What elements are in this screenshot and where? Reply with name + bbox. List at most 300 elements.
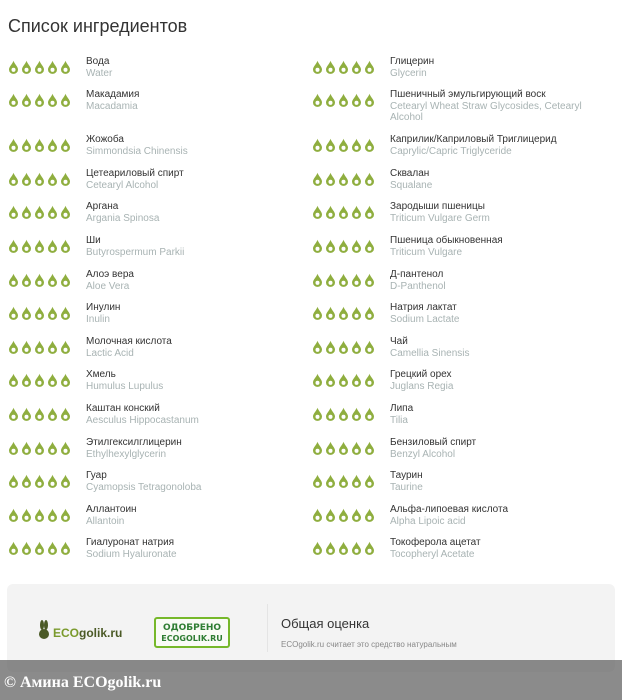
ingredient-name-latin: Tocopheryl Acetate: [390, 548, 475, 560]
ingredient-name-ru: Этилгексилглицерин: [86, 437, 182, 448]
ingredient-rating: [312, 373, 390, 387]
drop-icon: [34, 373, 45, 387]
drop-icon: [312, 373, 323, 387]
ingredient-name-ru: Аргана: [86, 201, 119, 212]
drop-icon: [351, 138, 362, 152]
drop-icon: [351, 508, 362, 522]
overall-rating-panel: [7, 584, 615, 672]
drop-icon: [312, 239, 323, 253]
ingredient-names: [86, 369, 163, 392]
drop-icon: [312, 541, 323, 555]
ingredient-rating: [8, 441, 86, 455]
drop-icon: [47, 172, 58, 186]
ingredient-row[interactable]: [8, 437, 312, 460]
ingredient-name-latin: Juglans Regia: [390, 380, 454, 392]
ingredient-name-latin: Glycerin: [390, 67, 427, 79]
drop-icon: [312, 407, 323, 421]
drop-icon: [364, 541, 375, 555]
ingredient-name-latin: Argania Spinosa: [86, 212, 160, 224]
ingredient-name-latin: Tilia: [390, 414, 408, 426]
drop-icon: [364, 306, 375, 320]
ingredient-name-ru: Хмель: [86, 369, 116, 380]
ingredient-row[interactable]: [312, 437, 616, 460]
ingredient-name-latin: Squalane: [390, 179, 433, 191]
ingredient-name-latin: Simmondsia Chinensis: [86, 145, 188, 157]
ingredient-row[interactable]: [312, 302, 616, 325]
drop-icon: [8, 273, 19, 287]
ingredient-name-latin: Taurine: [390, 481, 423, 493]
drop-icon: [21, 239, 32, 253]
ingredient-name-latin: Aloe Vera: [86, 280, 130, 292]
drop-icon: [364, 273, 375, 287]
drop-icon: [351, 60, 362, 74]
drop-icon: [325, 273, 336, 287]
ingredient-name-ru: Пшеничный эмульгирующий воск: [390, 89, 546, 100]
watermark-bar: [0, 660, 622, 700]
drop-icon: [351, 239, 362, 253]
drop-icon: [325, 239, 336, 253]
ingredient-name-ru: Альфа-липоевая кислота: [390, 504, 509, 515]
approved-badge-line2: ECOGOLIK.RU: [161, 634, 223, 643]
ingredient-names: [390, 134, 557, 157]
drop-icon: [8, 508, 19, 522]
drop-icon: [351, 407, 362, 421]
drop-icon: [34, 273, 45, 287]
ingredient-name-ru: Инулин: [86, 302, 121, 313]
drop-icon: [34, 541, 45, 555]
ingredient-name-latin: Cetearyl Alcohol: [86, 179, 159, 191]
ingredient-name-latin: Aesculus Hippocastanum: [86, 414, 199, 426]
drop-icon: [364, 441, 375, 455]
ingredient-rating: [312, 138, 390, 152]
ingredient-names: [86, 504, 137, 527]
ingredient-names: [86, 235, 184, 258]
drop-icon: [364, 239, 375, 253]
ingredient-rating: [312, 205, 390, 219]
drop-icon: [351, 93, 362, 107]
ingredient-rating: [312, 306, 390, 320]
ingredient-name-ru: Грецкий орех: [390, 369, 452, 380]
drop-icon: [325, 205, 336, 219]
ingredient-names: [390, 235, 503, 258]
drop-icon: [325, 441, 336, 455]
drop-icon: [60, 340, 71, 354]
ingredient-name-latin: Inulin: [86, 313, 110, 325]
drop-icon: [325, 541, 336, 555]
drop-icon: [34, 172, 45, 186]
ingredient-name-latin: Alpha Lipoic acid: [390, 515, 466, 527]
drop-icon: [21, 373, 32, 387]
ingredient-rating: [8, 239, 86, 253]
ingredient-name-ru: Чай: [390, 336, 408, 347]
drop-icon: [60, 407, 71, 421]
drop-icon: [21, 138, 32, 152]
ingredient-names: [86, 403, 199, 426]
drop-icon: [21, 441, 32, 455]
ingredient-names: [86, 336, 172, 359]
ingredient-names: [390, 403, 413, 426]
drop-icon: [325, 407, 336, 421]
drop-icon: [8, 138, 19, 152]
ingredient-name-ru: Липа: [390, 403, 414, 414]
divider: [267, 604, 268, 652]
ingredient-name-ru: Натрия лактат: [390, 302, 457, 313]
drop-icon: [364, 340, 375, 354]
ingredient-row[interactable]: [8, 235, 312, 258]
drop-icon: [34, 93, 45, 107]
ingredient-name-latin: Ethylhexylglycerin: [86, 448, 167, 460]
drop-icon: [21, 508, 32, 522]
ingredient-rating: [312, 60, 390, 74]
ingredient-rating: [8, 474, 86, 488]
ingredient-row[interactable]: [312, 537, 616, 560]
drop-icon: [21, 340, 32, 354]
ingredient-name-latin: Triticum Vulgare Germ: [390, 212, 490, 224]
ingredient-row[interactable]: [8, 504, 312, 527]
ingredient-row[interactable]: [8, 537, 312, 560]
ingredient-name-latin: Camellia Sinensis: [390, 347, 470, 359]
ingredient-row[interactable]: [312, 336, 616, 359]
drop-icon: [47, 205, 58, 219]
drop-icon: [21, 172, 32, 186]
drop-icon: [351, 474, 362, 488]
ingredient-rating: [8, 138, 86, 152]
drop-icon: [60, 60, 71, 74]
approved-badge: [154, 617, 230, 648]
ingredient-name-ru: Пшеница обыкновенная: [390, 235, 503, 246]
drop-icon: [351, 441, 362, 455]
drop-icon: [47, 474, 58, 488]
ingredient-row[interactable]: [312, 56, 616, 79]
ingredient-row[interactable]: [312, 168, 616, 191]
drop-icon: [351, 205, 362, 219]
drop-icon: [47, 239, 58, 253]
ingredient-rating: [312, 541, 390, 555]
ingredient-name-ru: Жожоба: [86, 134, 124, 145]
ingredient-name-latin: Butyrospermum Parkii: [86, 246, 185, 258]
drop-icon: [338, 93, 349, 107]
drop-icon: [60, 138, 71, 152]
ingredient-rating: [312, 172, 390, 186]
drop-icon: [338, 205, 349, 219]
ingredient-rating: [312, 239, 390, 253]
ingredient-names: [390, 201, 490, 224]
ingredient-name-latin: Lactic Acid: [86, 347, 134, 359]
ingredient-rating: [8, 93, 86, 107]
ingredient-name-ru: Аллантоин: [86, 504, 137, 515]
drop-icon: [312, 172, 323, 186]
ingredient-name-ru: Каприлик/Каприловый Триглицерид: [390, 134, 557, 145]
drop-icon: [338, 60, 349, 74]
drop-icon: [34, 306, 45, 320]
drop-icon: [8, 205, 19, 219]
ingredient-rating: [8, 205, 86, 219]
ingredient-names: [86, 437, 182, 460]
ingredient-name-ru: Вода: [86, 56, 110, 67]
drop-icon: [21, 205, 32, 219]
ingredient-name-ru: Молочная кислота: [86, 336, 172, 347]
drop-icon: [8, 340, 19, 354]
ecogolik-logo[interactable]: [35, 620, 122, 640]
ingredient-name-latin: Sodium Lactate: [390, 313, 460, 325]
drop-icon: [312, 306, 323, 320]
drop-icon: [364, 172, 375, 186]
drop-icon: [351, 541, 362, 555]
ingredient-names: [390, 504, 508, 527]
drop-icon: [34, 60, 45, 74]
drop-icon: [364, 60, 375, 74]
ingredient-row[interactable]: [312, 201, 616, 224]
drop-icon: [351, 273, 362, 287]
drop-icon: [60, 373, 71, 387]
drop-icon: [47, 508, 58, 522]
logo-suffix: golik.ru: [79, 626, 123, 640]
ingredient-name-latin: Allantoin: [86, 515, 125, 527]
ingredient-name-latin: Cyamopsis Tetragonoloba: [86, 481, 202, 493]
ingredient-row[interactable]: [312, 369, 616, 392]
ingredient-row[interactable]: [8, 336, 312, 359]
drop-icon: [325, 474, 336, 488]
drop-icon: [47, 541, 58, 555]
ingredient-rating: [312, 474, 390, 488]
ingredient-rating: [8, 306, 86, 320]
ingredient-rating: [8, 508, 86, 522]
drop-icon: [47, 340, 58, 354]
ingredient-names: [390, 269, 446, 292]
drop-icon: [364, 138, 375, 152]
ingredient-row[interactable]: [312, 89, 616, 124]
ingredient-names: [390, 537, 481, 560]
drop-icon: [34, 441, 45, 455]
drop-icon: [325, 340, 336, 354]
ingredient-names: [86, 201, 159, 224]
ingredient-rating: [312, 273, 390, 287]
ingredient-rating: [8, 407, 86, 421]
drop-icon: [47, 60, 58, 74]
drop-icon: [60, 205, 71, 219]
ingredient-names: [86, 269, 134, 292]
ingredient-names: [390, 168, 432, 191]
drop-icon: [325, 172, 336, 186]
ingredient-names: [86, 56, 112, 79]
ingredient-row[interactable]: [8, 470, 312, 493]
drop-icon: [8, 474, 19, 488]
ingredient-name-ru: Каштан конский: [86, 403, 160, 414]
ingredient-names: [390, 56, 434, 79]
ingredient-name-latin: Caprylic/Capric Triglyceride: [390, 145, 512, 157]
drop-icon: [60, 541, 71, 555]
ingredient-name-ru: Гуар: [86, 470, 107, 481]
drop-icon: [364, 93, 375, 107]
drop-icon: [34, 474, 45, 488]
drop-icon: [21, 273, 32, 287]
ingredient-rating: [312, 340, 390, 354]
watermark-text: © Амина ECOgolik.ru: [4, 674, 162, 691]
ingredient-row[interactable]: [312, 269, 616, 292]
ingredient-name-latin: Triticum Vulgare: [390, 246, 463, 258]
drop-icon: [364, 508, 375, 522]
drop-icon: [325, 93, 336, 107]
drop-icon: [47, 306, 58, 320]
drop-icon: [8, 541, 19, 555]
ingredient-rating: [8, 172, 86, 186]
drop-icon: [312, 340, 323, 354]
ingredient-name-ru: Алоэ вера: [86, 269, 134, 280]
drop-icon: [47, 93, 58, 107]
drop-icon: [312, 273, 323, 287]
ingredient-name-latin: Water: [86, 67, 113, 79]
drop-icon: [34, 407, 45, 421]
drop-icon: [21, 541, 32, 555]
drop-icon: [60, 441, 71, 455]
drop-icon: [8, 407, 19, 421]
drop-icon: [351, 373, 362, 387]
ingredient-name-ru: Бензиловый спирт: [390, 437, 477, 448]
drop-icon: [34, 205, 45, 219]
drop-icon: [351, 172, 362, 186]
ingredient-rating: [8, 340, 86, 354]
ingredient-row[interactable]: [8, 369, 312, 392]
drop-icon: [325, 60, 336, 74]
ingredient-names: [390, 470, 423, 493]
ingredient-name-ru: Макадамия: [86, 89, 140, 100]
drop-icon: [34, 508, 45, 522]
drop-icon: [364, 407, 375, 421]
ingredient-rating: [312, 441, 390, 455]
ingredient-rating: [8, 373, 86, 387]
drop-icon: [338, 172, 349, 186]
drop-icon: [60, 239, 71, 253]
ingredient-row[interactable]: [8, 89, 312, 112]
ingredient-name-ru: Цетеариловый спирт: [86, 168, 184, 179]
ingredient-row[interactable]: [312, 504, 616, 527]
drop-icon: [364, 373, 375, 387]
drop-icon: [338, 239, 349, 253]
ingredient-row[interactable]: [8, 403, 312, 426]
ingredient-name-latin: Benzyl Alcohol: [390, 448, 456, 460]
ingredient-names: [86, 168, 184, 191]
ingredient-name-latin: Humulus Lupulus: [86, 380, 164, 392]
drop-icon: [60, 508, 71, 522]
ingredient-row[interactable]: [8, 168, 312, 191]
drop-icon: [8, 306, 19, 320]
drop-icon: [338, 407, 349, 421]
ingredient-name-ru: Гиалуронат натрия: [86, 537, 175, 548]
drop-icon: [21, 93, 32, 107]
ingredient-row[interactable]: [8, 201, 312, 224]
ingredient-rating: [8, 541, 86, 555]
overall-rating-title: Общая оценка: [281, 616, 370, 631]
overall-rating-note: ECOgolik.ru считает это средство натуральным: [281, 640, 457, 649]
drop-icon: [21, 407, 32, 421]
ingredient-names: [390, 302, 460, 325]
ingredient-names: [86, 537, 177, 560]
drop-icon: [8, 172, 19, 186]
drop-icon: [8, 93, 19, 107]
drop-icon: [47, 138, 58, 152]
drop-icon: [60, 474, 71, 488]
ingredient-row[interactable]: [312, 470, 616, 493]
drop-icon: [8, 373, 19, 387]
drop-icon: [338, 306, 349, 320]
drop-icon: [351, 306, 362, 320]
ingredient-names: [390, 336, 469, 359]
approved-badge-line1: ОДОБРЕНО: [162, 623, 222, 633]
ingredient-row[interactable]: [8, 302, 312, 325]
drop-icon: [338, 273, 349, 287]
ingredient-names: [86, 302, 120, 325]
drop-icon: [312, 474, 323, 488]
drop-icon: [338, 508, 349, 522]
drop-icon: [325, 138, 336, 152]
drop-icon: [34, 340, 45, 354]
drop-icon: [325, 306, 336, 320]
rabbit-icon: [35, 620, 53, 640]
drop-icon: [312, 60, 323, 74]
drop-icon: [312, 508, 323, 522]
drop-icon: [351, 340, 362, 354]
ingredient-name-ru: Таурин: [390, 470, 423, 481]
ingredient-rating: [8, 273, 86, 287]
drop-icon: [338, 373, 349, 387]
drop-icon: [364, 205, 375, 219]
drop-icon: [21, 474, 32, 488]
ingredient-name-ru: Зародыши пшеницы: [390, 201, 485, 212]
drop-icon: [60, 273, 71, 287]
drop-icon: [34, 138, 45, 152]
ingredient-names: [86, 134, 188, 157]
ingredient-row[interactable]: [312, 235, 616, 258]
ingredient-rating: [8, 60, 86, 74]
drop-icon: [312, 93, 323, 107]
drop-icon: [325, 373, 336, 387]
drop-icon: [338, 340, 349, 354]
ingredient-names: [390, 89, 616, 124]
drop-icon: [21, 60, 32, 74]
drop-icon: [338, 441, 349, 455]
drop-icon: [47, 407, 58, 421]
drop-icon: [338, 541, 349, 555]
ingredient-name-ru: Токоферола ацетат: [390, 537, 481, 548]
drop-icon: [47, 441, 58, 455]
ingredient-name-ru: Сквалан: [390, 168, 430, 179]
page-title: Список ингредиентов: [8, 16, 188, 36]
ingredient-name-ru: Д-пантенол: [390, 269, 444, 280]
ingredient-name-ru: Ши: [86, 235, 101, 246]
drop-icon: [60, 306, 71, 320]
drop-icon: [8, 441, 19, 455]
ingredient-row[interactable]: [8, 269, 312, 292]
drop-icon: [8, 239, 19, 253]
drop-icon: [312, 441, 323, 455]
drop-icon: [47, 273, 58, 287]
logo-prefix: ECO: [53, 626, 80, 640]
drop-icon: [34, 239, 45, 253]
drop-icon: [338, 138, 349, 152]
ingredient-name-latin: Cetearyl Wheat Straw Glycosides, Cetearyl Alcohol: [390, 100, 582, 123]
drop-icon: [47, 373, 58, 387]
drop-icon: [60, 172, 71, 186]
drop-icon: [364, 474, 375, 488]
ingredient-rating: [312, 93, 390, 107]
drop-icon: [325, 508, 336, 522]
ingredient-row[interactable]: [312, 134, 616, 157]
ingredient-row[interactable]: [8, 56, 312, 79]
ingredient-names: [390, 369, 453, 392]
ingredient-row[interactable]: [312, 403, 616, 426]
ingredient-names: [86, 470, 201, 493]
ingredient-row[interactable]: [8, 134, 312, 157]
